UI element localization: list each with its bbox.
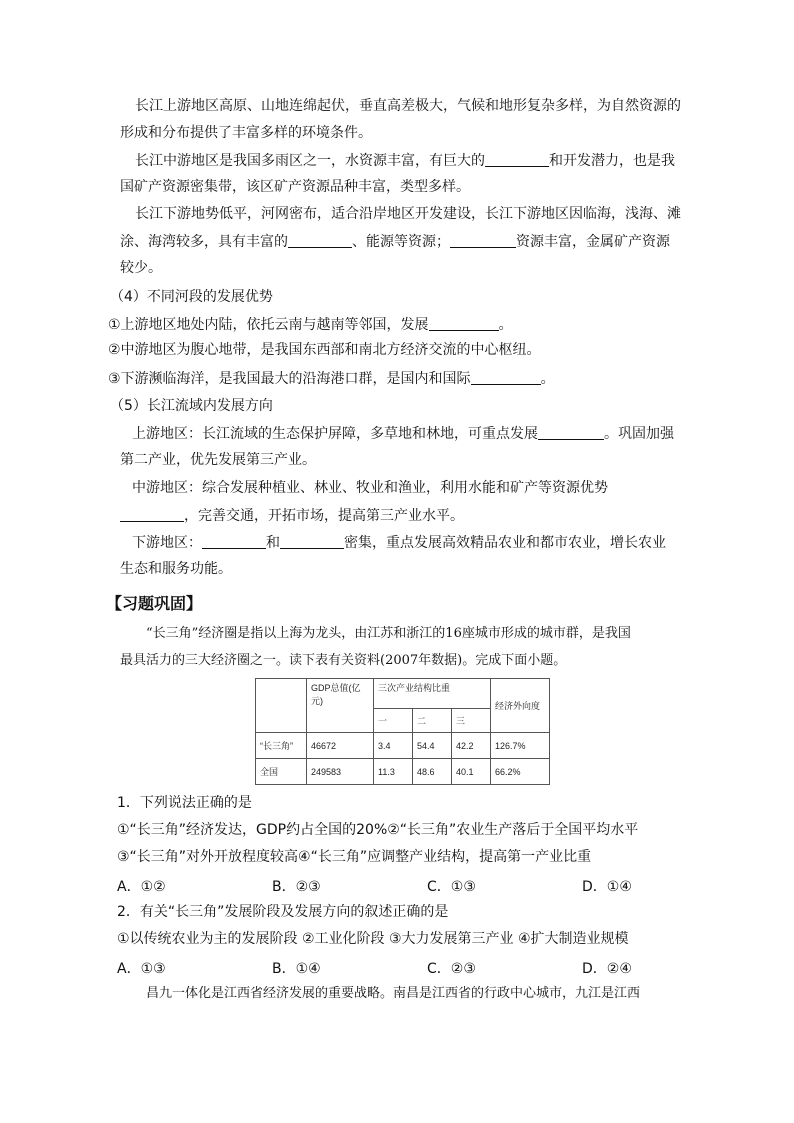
- q2-option-d[interactable]: D．②④: [582, 961, 632, 977]
- q2-option-b[interactable]: B．①④: [272, 961, 321, 977]
- fill-blank[interactable]: [471, 370, 541, 385]
- exercise-intro-line2: 最具活力的三大经济圈之一。读下表有关资料(2007年数据)。完成下面小题。: [120, 653, 567, 668]
- data-table: [255, 678, 550, 785]
- fill-blank[interactable]: [202, 534, 266, 549]
- row-name: 全国: [256, 759, 307, 785]
- section4-title: （4）不同河段的发展优势: [110, 289, 273, 305]
- text: 。: [540, 371, 555, 387]
- fill-blank[interactable]: [288, 233, 352, 248]
- q1-stem: 1．下列说法正确的是: [117, 795, 252, 811]
- header-tertiary: 三: [452, 709, 491, 733]
- fill-blank[interactable]: [450, 233, 516, 248]
- text: ③下游濒临海洋，是我国最大的沿海港口群，是国内和国际: [108, 371, 471, 387]
- q1-option-d[interactable]: D．①④: [582, 879, 632, 895]
- fill-blank[interactable]: [485, 152, 549, 167]
- row-gdp: 249583: [307, 759, 374, 785]
- text: 和开发潜力，也是我: [549, 153, 675, 169]
- table-corner-cell: [256, 679, 307, 733]
- row-gdp: 46672: [307, 733, 374, 759]
- q1-statement-line1: ①“长三角”经济发达，GDP约占全国的20%②“长三角”农业生产落后于全国平均水平: [117, 822, 639, 838]
- header-gdp: GDP总值(亿元): [307, 679, 374, 733]
- text: ①上游地区地处内陆，依托云南与越南等邻国，发展: [108, 317, 429, 333]
- text: 下游地区：: [132, 535, 202, 551]
- para-upper-line2: 形成和分布提供了丰富多样的环境条件。: [120, 125, 372, 141]
- text: 上游地区：长江流域的生态保护屏障，多草地和林地，可重点发展: [132, 426, 538, 442]
- fill-blank[interactable]: [538, 425, 604, 440]
- q2-statement-line1: ①以传统农业为主的发展阶段 ②工业化阶段 ③大力发展第三产业 ④扩大制造业规模: [117, 931, 629, 947]
- row-external: 66.2%: [491, 759, 550, 785]
- q1-option-a[interactable]: A．①②: [117, 879, 166, 895]
- section5-upper-line1: [132, 425, 674, 442]
- q2-option-a[interactable]: A．①③: [117, 961, 166, 977]
- text: 、能源等资源；: [352, 234, 450, 250]
- text: 。巩固加强: [604, 426, 674, 442]
- para-lower-line2: [120, 233, 670, 250]
- para-lower-line3: 较少。: [120, 260, 162, 276]
- section5-middle-line1: 中游地区：综合发展种植业、林业、牧业和渔业，利用水能和矿产等资源优势: [132, 480, 608, 496]
- header-structure: 三次产业结构比重: [374, 679, 491, 709]
- header-secondary: 二: [413, 709, 452, 733]
- text: ，完善交通，开拓市场，提高第三产业水平。: [184, 508, 464, 524]
- next-passage-line1: 昌九一体化是江西省经济发展的重要战略。南昌是江西省的行政中心城市，九江是江西: [146, 986, 641, 1001]
- para-lower-line1: 长江下游地势低平，河网密布，适合沿岸地区开发建设，长江下游地区因临海，浅海、滩: [135, 206, 681, 222]
- q1-option-c[interactable]: C．①③: [427, 879, 476, 895]
- row-secondary: 54.4: [413, 733, 452, 759]
- text: 。: [498, 317, 513, 333]
- q2-stem: 2．有关“长三角”发展阶段及发展方向的叙述正确的是: [117, 904, 449, 920]
- row-primary: 11.3: [374, 759, 413, 785]
- row-secondary: 48.6: [413, 759, 452, 785]
- row-primary: 3.4: [374, 733, 413, 759]
- exercise-heading: 【习题巩固】: [106, 594, 203, 613]
- para-middle-line2: 国矿产资源密集带，该区矿产资源品种丰富，类型多样。: [120, 179, 470, 195]
- section5-lower-line1: [132, 534, 666, 551]
- q1-statement-line2: ③“长三角”对外开放程度较高④“长三角”应调整产业结构，提高第一产业比重: [117, 849, 592, 865]
- table-row: [256, 733, 550, 759]
- row-tertiary: 40.1: [452, 759, 491, 785]
- para-upper-line1: 长江上游地区高原、山地连绵起伏，垂直高差极大，气候和地形复杂多样，为自然资源的: [135, 98, 681, 114]
- section5-lower-line2: 生态和服务功能。: [120, 561, 232, 577]
- fill-blank[interactable]: [280, 534, 344, 549]
- section4-item3: [108, 370, 555, 387]
- fill-blank[interactable]: [120, 507, 184, 522]
- section4-item2: ②中游地区为腹心地带，是我国东西部和南北方经济交流的中心枢纽。: [108, 342, 541, 358]
- section4-item1: [108, 316, 513, 333]
- text: 涂、海湾较多，具有丰富的: [120, 234, 288, 250]
- row-tertiary: 42.2: [452, 733, 491, 759]
- text: 密集，重点发展高效精品农业和都市农业，增长农业: [344, 535, 666, 551]
- text: 和: [266, 535, 280, 551]
- fill-blank[interactable]: [429, 316, 499, 331]
- row-name: “长三角”: [256, 733, 307, 759]
- section5-middle-line2: [120, 507, 464, 524]
- text: 资源丰富，金属矿产资源: [516, 234, 670, 250]
- table-row: [256, 759, 550, 785]
- q1-option-b[interactable]: B．②③: [272, 879, 321, 895]
- section5-title: （5）长江流域内发展方向: [110, 398, 273, 414]
- row-external: 126.7%: [491, 733, 550, 759]
- q2-option-c[interactable]: C．②③: [427, 961, 476, 977]
- header-primary: 一: [374, 709, 413, 733]
- header-external: 经济外向度: [491, 679, 550, 733]
- exercise-intro-line1: “长三角”经济圈是指以上海为龙头，由江苏和浙江的16座城市形成的城市群，是我国: [146, 626, 631, 641]
- section5-upper-line2: 第二产业，优先发展第三产业。: [120, 452, 316, 468]
- text: 长江中游地区是我国多雨区之一，水资源丰富，有巨大的: [135, 153, 485, 169]
- para-middle-line1: [135, 152, 675, 169]
